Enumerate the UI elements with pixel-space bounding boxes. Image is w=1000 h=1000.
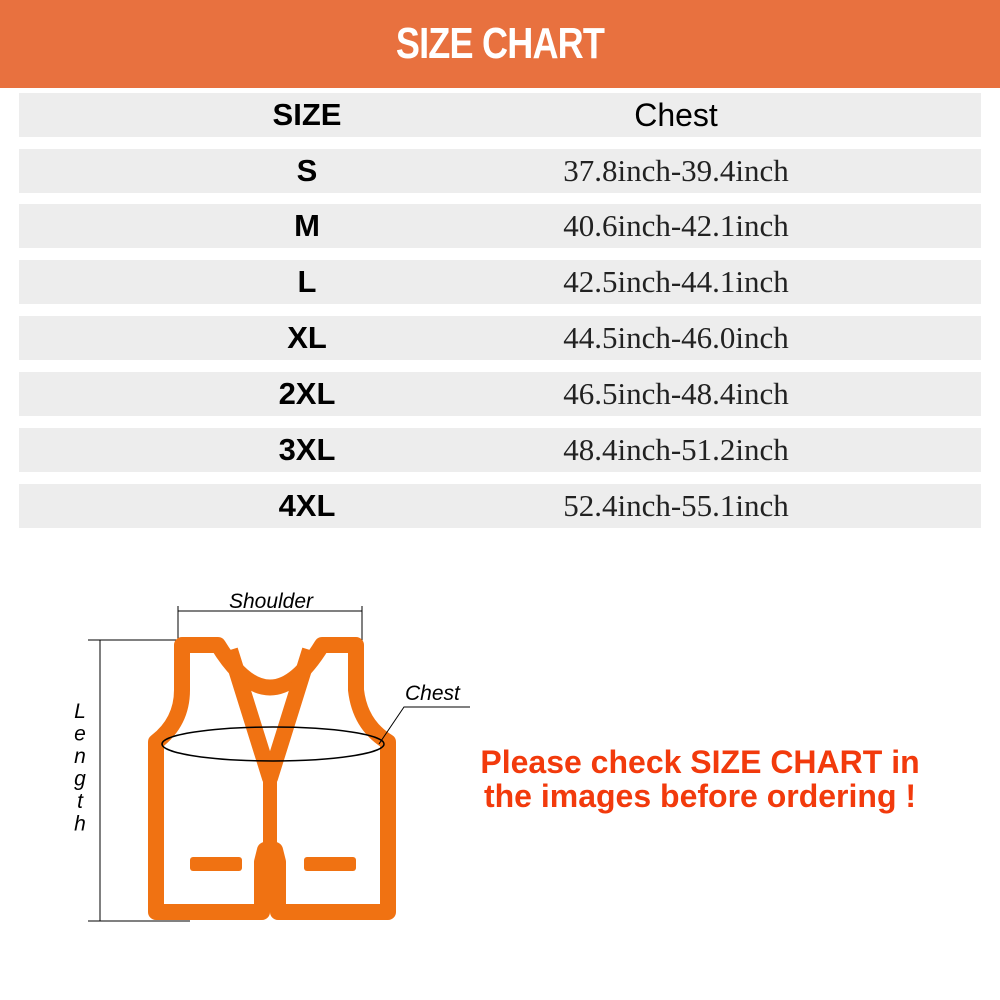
table-row: [19, 260, 981, 304]
length-label: L e n g t h: [74, 700, 86, 836]
size-cell: L: [297, 264, 317, 299]
note-line-1: Please check SIZE CHART in: [480, 744, 920, 780]
chest-cell: 46.5inch-48.4inch: [563, 376, 789, 411]
header-size: SIZE: [272, 97, 342, 132]
table-row: [19, 204, 981, 248]
chest-cell: 42.5inch-44.1inch: [563, 264, 789, 299]
vest-pocket-left: [190, 857, 242, 871]
banner-title: SIZE CHART: [395, 19, 605, 68]
vest-diagram: [0, 560, 500, 960]
chest-cell: 40.6inch-42.1inch: [563, 208, 789, 243]
size-chart-banner: [0, 0, 1000, 88]
table-row: [19, 428, 981, 472]
size-cell: XL: [287, 320, 327, 355]
vest-collar: [230, 650, 310, 778]
chest-cell: 48.4inch-51.2inch: [563, 432, 789, 467]
size-note: [440, 745, 960, 813]
chest-label: Chest: [405, 682, 460, 705]
size-cell: 3XL: [278, 432, 336, 467]
size-cell: 2XL: [278, 376, 336, 411]
table-row: [19, 372, 981, 416]
chest-cell: 37.8inch-39.4inch: [563, 153, 789, 188]
table-row: [19, 316, 981, 360]
chest-cell: 44.5inch-46.0inch: [563, 320, 789, 355]
note-line-2: the images before ordering !: [483, 778, 917, 814]
size-cell: S: [296, 153, 318, 188]
chest-cell: 52.4inch-55.1inch: [563, 488, 789, 523]
shoulder-label: Shoulder: [228, 590, 314, 613]
header-chest: Chest: [634, 96, 718, 133]
table-row: [19, 149, 981, 193]
vest-pocket-right: [304, 857, 356, 871]
size-cell: 4XL: [278, 488, 336, 523]
table-row: [19, 484, 981, 528]
table-header-row: [19, 93, 981, 137]
size-cell: M: [294, 208, 320, 243]
